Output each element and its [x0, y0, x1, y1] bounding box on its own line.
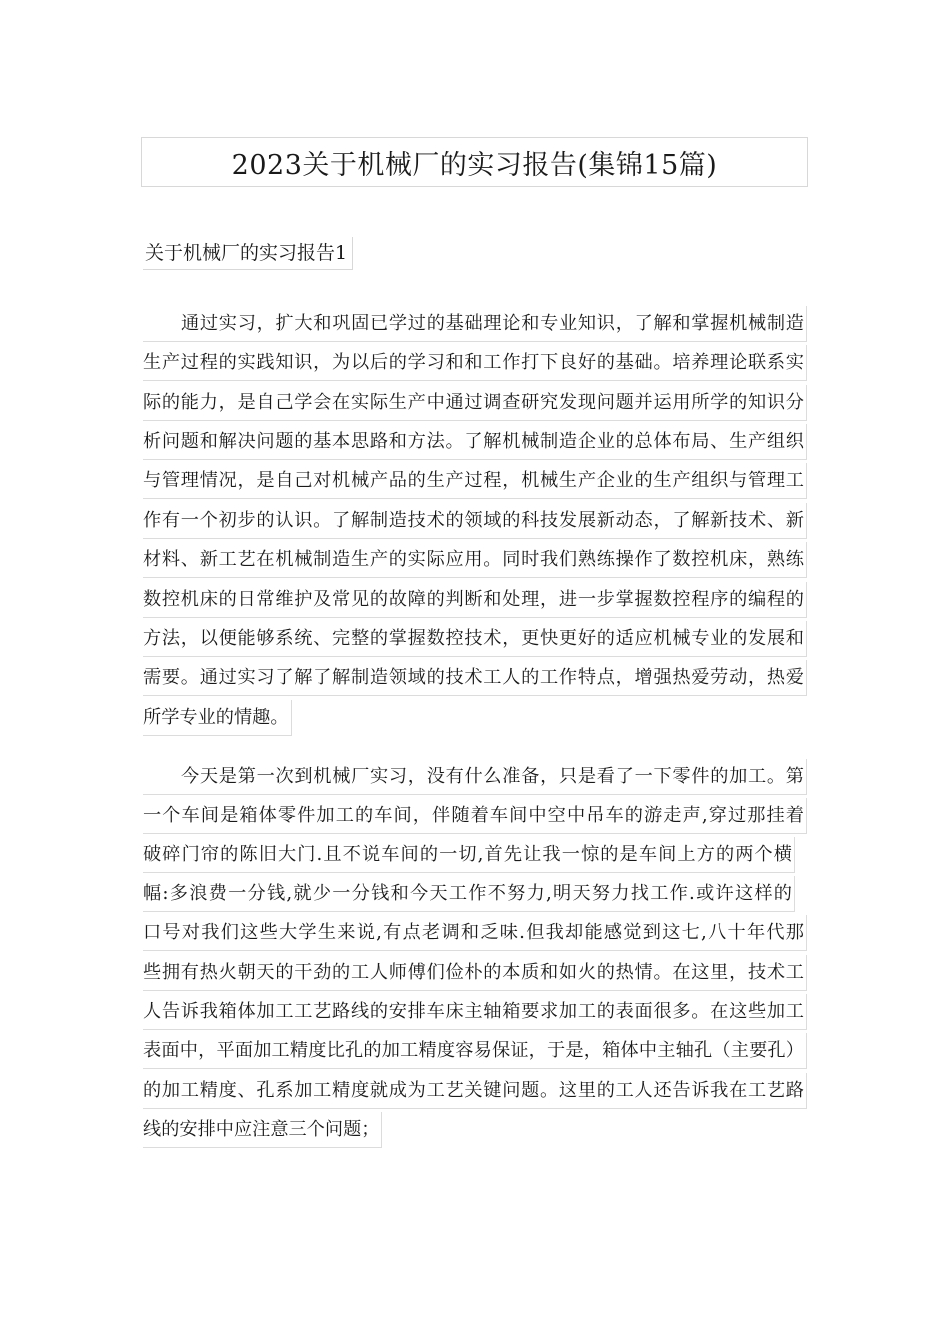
text-line: 表面中，平面加工精度比孔的加工精度容易保证，于是，箱体中主轴孔（主要孔） [143, 1033, 807, 1069]
text-line: 数控机床的日常维护及常见的故障的判断和处理，进一步掌握数控程序的编程的 [143, 582, 807, 618]
text-line: 材料、新工艺在机械制造生产的实际应用。同时我们熟练操作了数控机床，熟练 [143, 542, 807, 578]
text-line: 些拥有热火朝天的干劲的工人师傅们俭朴的本质和如火的热情。在这里，技术工 [143, 955, 807, 991]
text-line: 作有一个初步的认识。了解制造技术的领域的科技发展新动态，了解新技术、新 [143, 503, 807, 539]
text-line: 线的安排中应注意三个问题； [143, 1112, 382, 1148]
text-line: 与管理情况，是自己对机械产品的生产过程，机械生产企业的生产组织与管理工 [143, 463, 807, 499]
text-line: 际的能力，是自己学会在实际生产中通过调查研究发现问题并运用所学的知识分 [143, 385, 807, 421]
text-line: 所学专业的情趣。 [143, 700, 292, 736]
document-title-box [141, 137, 808, 187]
document-title: 2023关于机械厂的实习报告(集锦15篇) [231, 149, 718, 181]
section-heading: 关于机械厂的实习报告1 [143, 237, 353, 270]
text-line: 幅:多浪费一分钱,就少一分钱和今天工作不努力,明天努力找工作.或许这样的 [143, 876, 795, 912]
text-line: 破碎门帘的陈旧大门.且不说车间的一切,首先让我一惊的是车间上方的两个横 [143, 837, 795, 873]
text-line: 需要。通过实习了解了解制造领域的技术工人的工作特点，增强热爱劳动，热爱 [143, 660, 807, 696]
text-line: 人告诉我箱体加工工艺路线的安排车床主轴箱要求加工的表面很多。在这些加工 [143, 994, 807, 1030]
text-line: 析问题和解决问题的基本思路和方法。了解机械制造企业的总体布局、生产组织 [143, 424, 807, 460]
text-line: 方法，以便能够系统、完整的掌握数控技术，更快更好的适应机械专业的发展和 [143, 621, 807, 657]
text-line: 今天是第一次到机械厂实习，没有什么准备，只是看了一下零件的加工。第 [143, 759, 807, 795]
text-line: 通过实习，扩大和巩固已学过的基础理论和专业知识，了解和掌握机械制造 [143, 306, 807, 342]
text-line: 一个车间是箱体零件加工的车间，伴随着车间中空中吊车的游走声,穿过那挂着 [143, 798, 807, 834]
text-line: 口号对我们这些大学生来说,有点老调和乏味.但我却能感觉到这七,八十年代那 [143, 915, 807, 951]
text-line: 的加工精度、孔系加工精度就成为工艺关键问题。这里的工人还告诉我在工艺路 [143, 1073, 807, 1109]
text-line: 生产过程的实践知识，为以后的学习和和工作打下良好的基础。培养理论联系实 [143, 345, 807, 381]
